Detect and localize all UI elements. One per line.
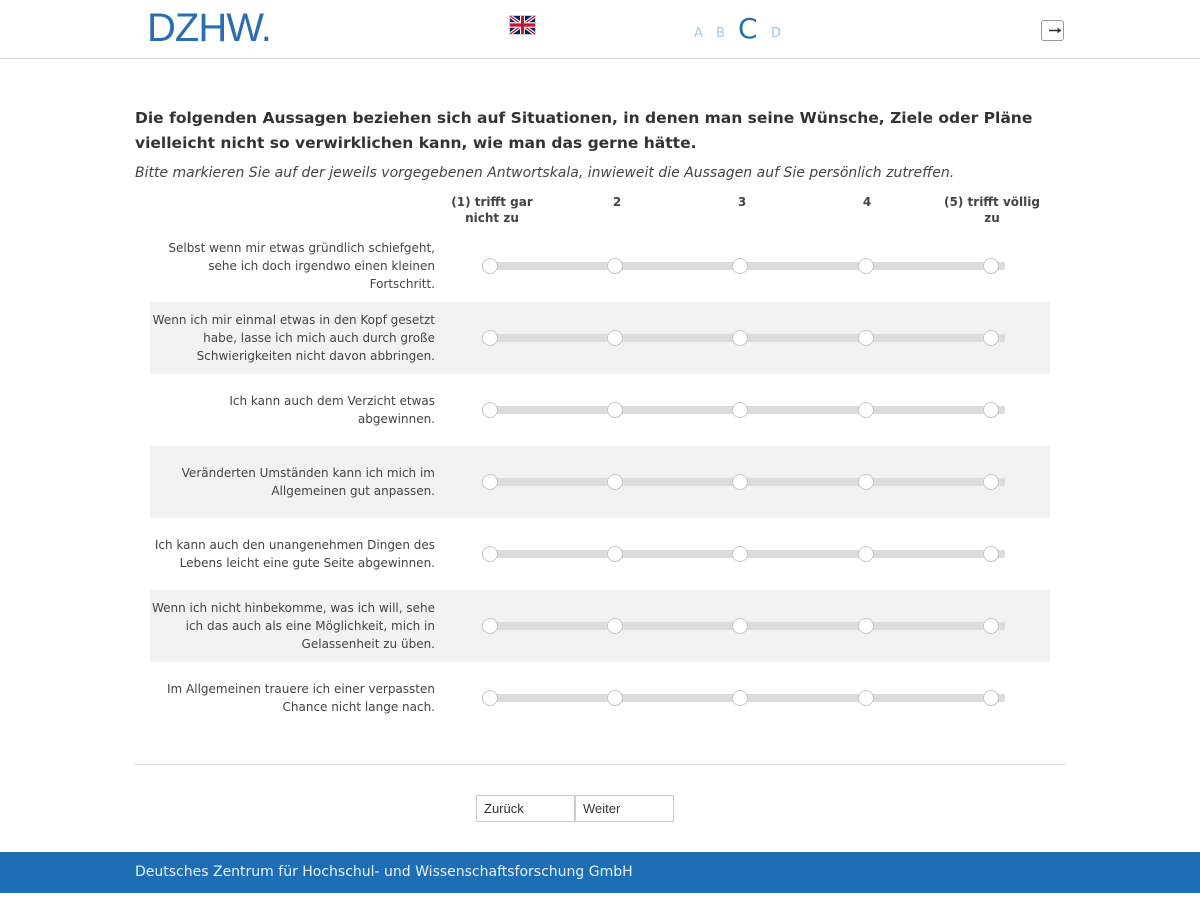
question-instruction: Bitte markieren Sie auf der jeweils vorgegebenen Antwortskala, inwieweit die Aussagen auf Sie persönlich zutreffen. (135, 165, 955, 181)
radio-item2-opt2[interactable] (607, 330, 623, 346)
font-size-a[interactable]: A (694, 26, 703, 41)
scale-label-1: (1) trifft gar nicht zu (451, 195, 533, 225)
radio-item1-opt4[interactable] (858, 258, 874, 274)
item-row-5 (150, 518, 1050, 590)
radio-item6-opt1[interactable] (482, 618, 498, 634)
question-title: Die folgenden Aussagen beziehen sich auf Situationen, in denen man seine Wünsche, Ziele oder Pläne vielleicht nicht so verwirklichen kann, wie man das gerne hätte. (135, 109, 1033, 152)
radio-item2-opt4[interactable] (858, 330, 874, 346)
content-divider (135, 764, 1065, 765)
next-button[interactable]: Weiter (575, 795, 674, 822)
item-label-1: Selbst wenn mir etwas gründlich schiefgeht, sehe ich doch irgendwo einen kleinen Fortschritt. (168, 241, 435, 291)
item-label-5: Ich kann auch den unangenehmen Dingen des Lebens leicht eine gute Seite abgewinnen. (154, 538, 435, 570)
radio-item6-opt4[interactable] (858, 618, 874, 634)
logo-text: DZHW. (147, 6, 271, 50)
item-row-2 (150, 302, 1050, 374)
radio-item7-opt2[interactable] (607, 690, 623, 706)
item-label-6: Wenn ich nicht hinbekomme, was ich will, sehe ich das auch als eine Möglichkeit, mich in Gelassenheit zu üben. (151, 601, 435, 651)
radio-item3-opt5[interactable] (983, 402, 999, 418)
radio-item2-opt5[interactable] (983, 330, 999, 346)
item-label-7: Im Allgemeinen trauere ich einer verpassten Chance nicht lange nach. (167, 682, 435, 714)
radio-item1-opt3[interactable] (732, 258, 748, 274)
font-size-c[interactable]: C (738, 12, 758, 45)
scale-label-3: 3 (737, 195, 747, 209)
radio-item1-opt1[interactable] (482, 258, 498, 274)
scale-label-2: 2 (612, 195, 622, 209)
radio-item6-opt3[interactable] (732, 618, 748, 634)
radio-item5-opt4[interactable] (858, 546, 874, 562)
radio-item7-opt3[interactable] (732, 690, 748, 706)
item-row-7 (150, 662, 1050, 734)
scale-label-5: (5) trifft völlig zu (944, 195, 1040, 225)
radio-item5-opt2[interactable] (607, 546, 623, 562)
radio-item4-opt3[interactable] (732, 474, 748, 490)
font-size-b[interactable]: B (716, 26, 725, 41)
page-header (0, 0, 1200, 59)
radio-item4-opt4[interactable] (858, 474, 874, 490)
radio-item5-opt1[interactable] (482, 546, 498, 562)
radio-item4-opt2[interactable] (607, 474, 623, 490)
scale-label-4: 4 (862, 195, 872, 209)
radio-item1-opt5[interactable] (983, 258, 999, 274)
exit-button[interactable] (1041, 20, 1064, 41)
item-row-1 (150, 230, 1050, 302)
radio-item4-opt5[interactable] (983, 474, 999, 490)
radio-item6-opt5[interactable] (983, 618, 999, 634)
radio-item7-opt4[interactable] (858, 690, 874, 706)
item-row-6 (150, 590, 1050, 662)
radio-item5-opt3[interactable] (732, 546, 748, 562)
radio-item6-opt2[interactable] (607, 618, 623, 634)
dzhw-logo (147, 8, 271, 48)
item-label-3: Ich kann auch dem Verzicht etwas abgewinnen. (229, 394, 435, 426)
exit-icon (1042, 21, 1063, 40)
item-label-2: Wenn ich mir einmal etwas in den Kopf gesetzt habe, lasse ich mich auch durch große Schwierigkeiten nicht davon abbringen. (152, 313, 435, 363)
footer-text: Deutsches Zentrum für Hochschul- und Wissenschaftsforschung GmbH (135, 864, 633, 880)
uk-flag-icon[interactable] (509, 15, 536, 35)
radio-item7-opt1[interactable] (482, 690, 498, 706)
item-row-3 (150, 374, 1050, 446)
radio-item2-opt3[interactable] (732, 330, 748, 346)
radio-item1-opt2[interactable] (607, 258, 623, 274)
back-button[interactable]: Zurück (476, 795, 575, 822)
radio-item7-opt5[interactable] (983, 690, 999, 706)
radio-item3-opt2[interactable] (607, 402, 623, 418)
radio-item3-opt3[interactable] (732, 402, 748, 418)
radio-item2-opt1[interactable] (482, 330, 498, 346)
font-size-d[interactable]: D (771, 26, 782, 41)
item-label-4: Veränderten Umständen kann ich mich im Allgemeinen gut anpassen. (181, 466, 435, 498)
radio-item3-opt4[interactable] (858, 402, 874, 418)
radio-item5-opt5[interactable] (983, 546, 999, 562)
radio-item3-opt1[interactable] (482, 402, 498, 418)
item-row-4 (150, 446, 1050, 518)
radio-item4-opt1[interactable] (482, 474, 498, 490)
page-footer (0, 852, 1200, 893)
